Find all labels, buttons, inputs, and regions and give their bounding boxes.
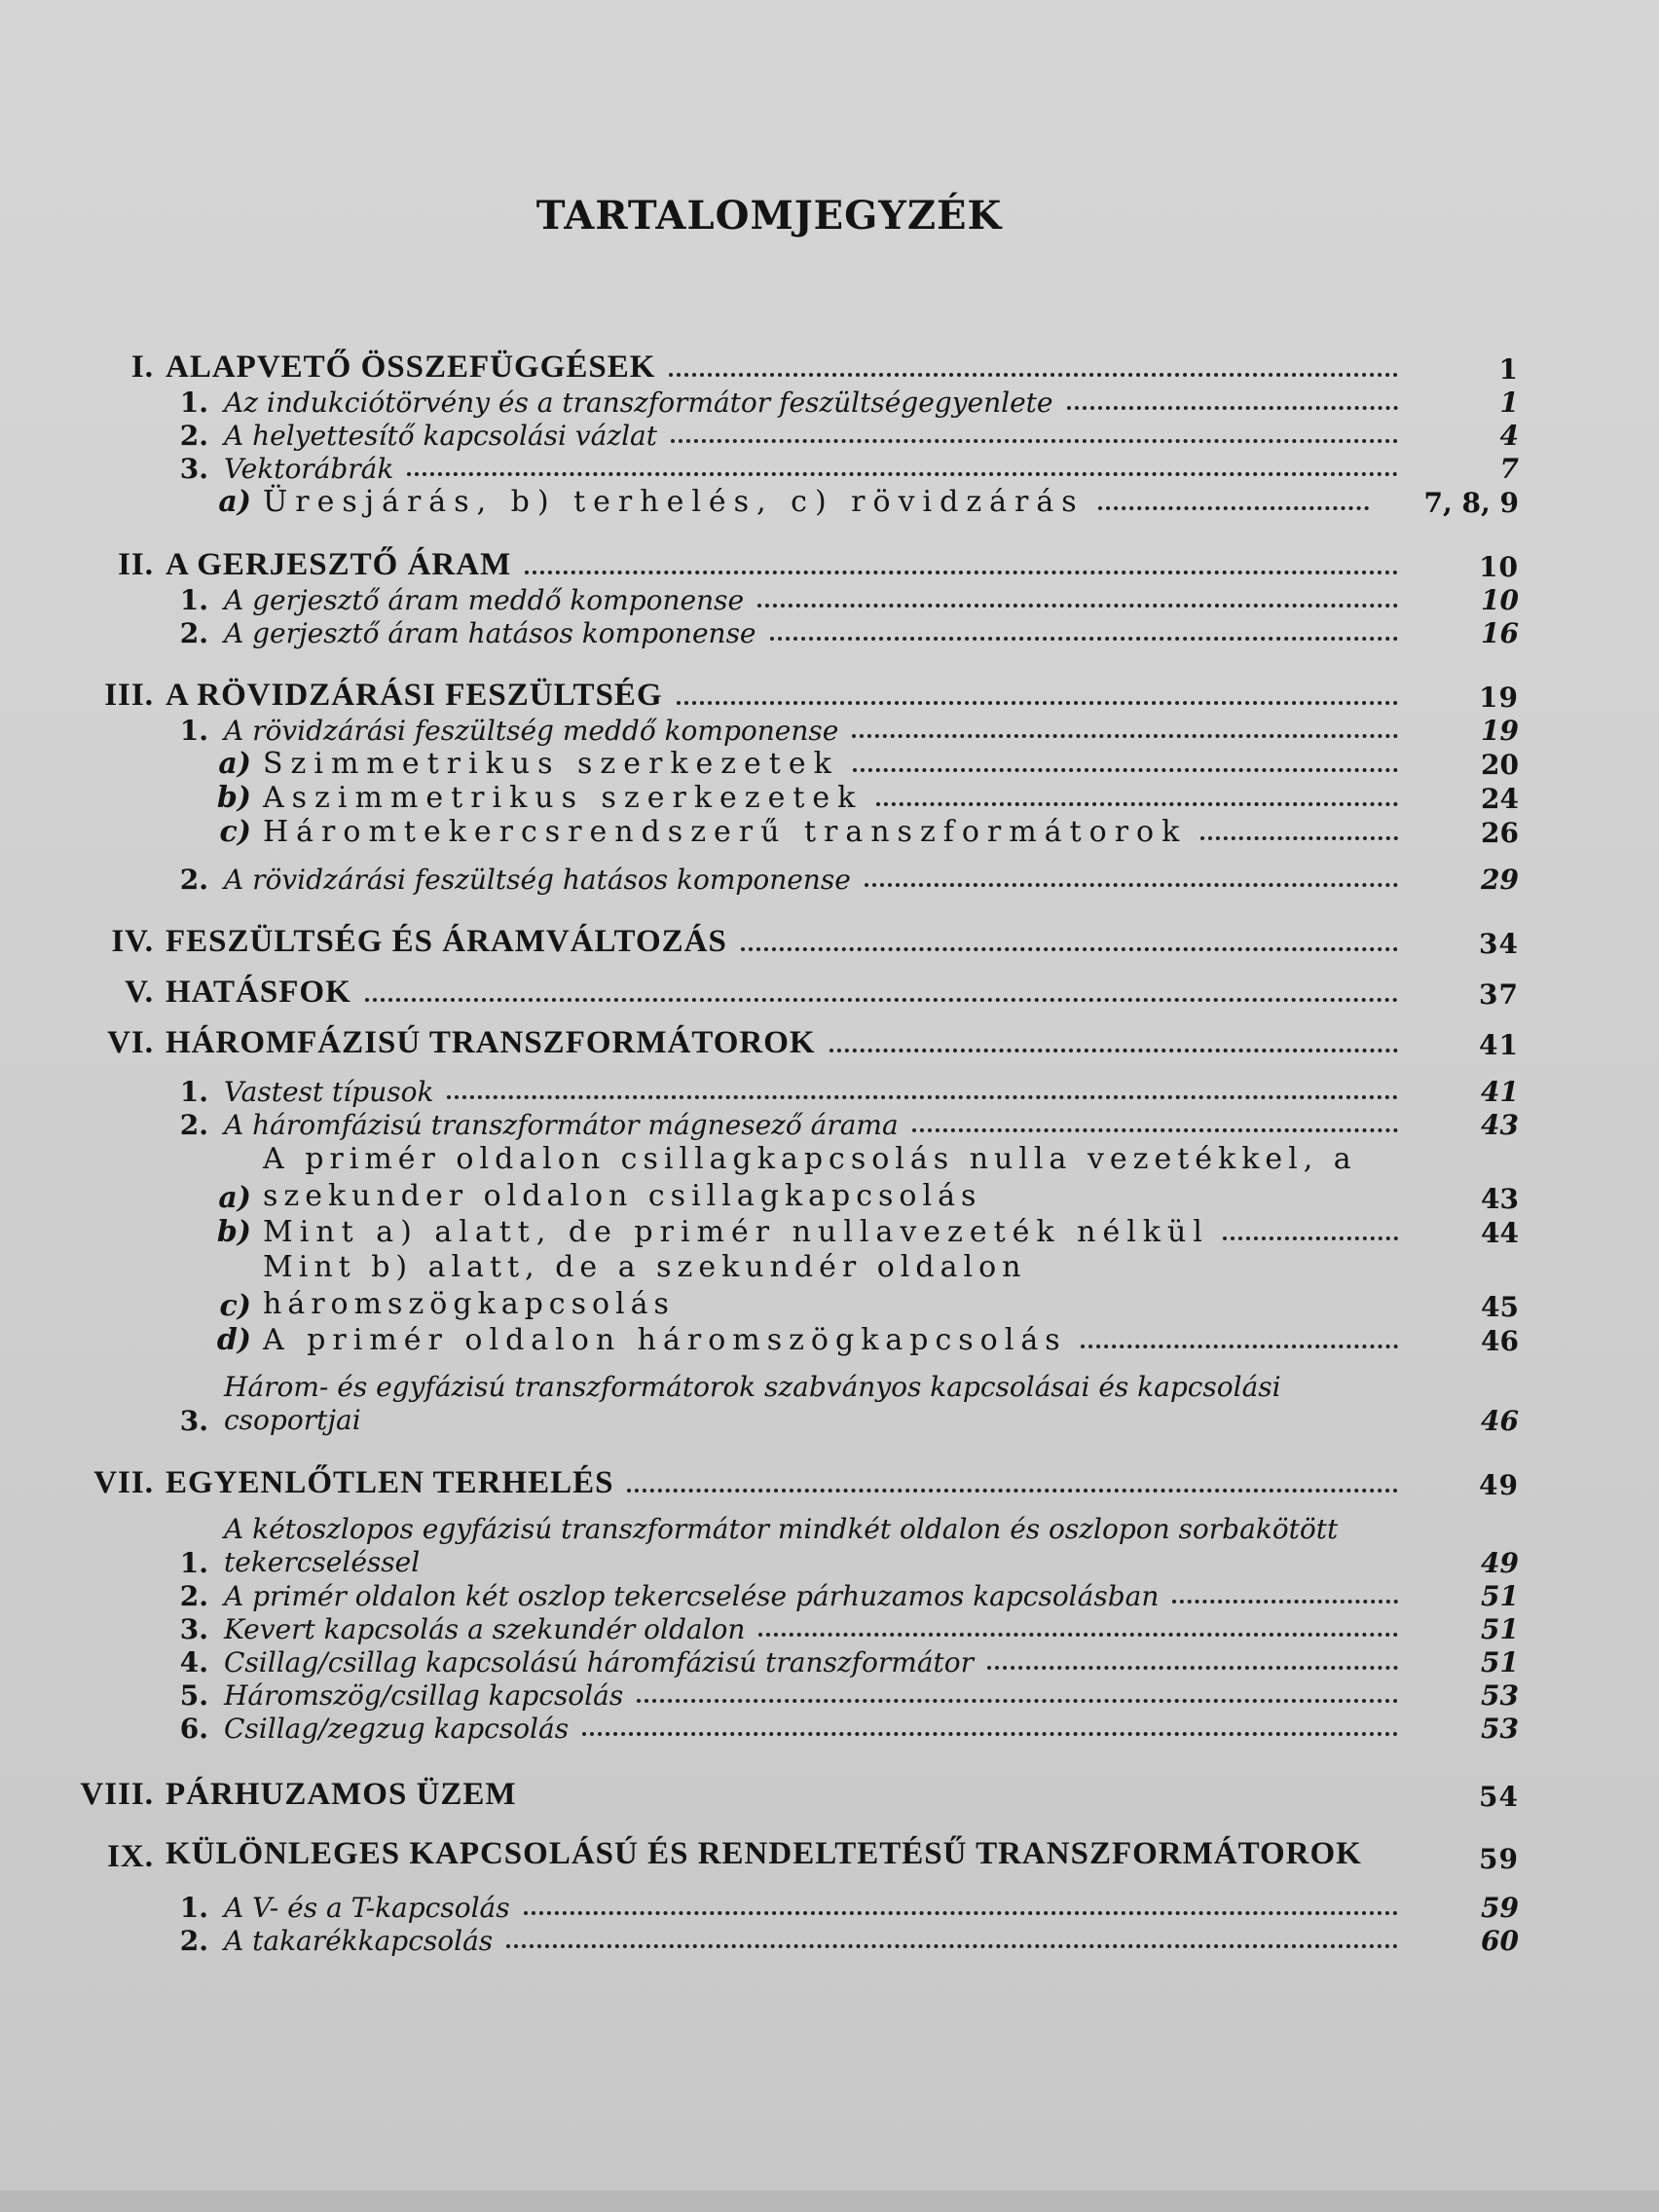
subsection-title: A primér oldalon háromszögkapcsolás xyxy=(263,1323,1067,1357)
dot-leader xyxy=(677,701,1398,705)
page-number: 7 xyxy=(1499,453,1519,485)
chapter-number: VIII. xyxy=(80,1777,154,1812)
toc-subsection xyxy=(58,1249,1519,1323)
section-title: A gerjesztő áram hatásos komponense xyxy=(224,617,756,649)
toc-subsection xyxy=(58,1141,1519,1215)
toc-section xyxy=(58,1371,1519,1437)
dot-leader xyxy=(525,571,1398,574)
page-number: 41 xyxy=(1479,1029,1519,1061)
section-number: 3. xyxy=(179,453,208,485)
subsection-title: Üresjárás, b) terhelés, c) rövidzárás xyxy=(263,485,1085,519)
toc-chapter-5 xyxy=(58,966,1519,1011)
section-title: Vektorábrák xyxy=(224,453,394,485)
page-number: 24 xyxy=(1481,783,1519,815)
page-number: 7, 8, 9 xyxy=(1423,487,1519,519)
toc-chapter-9 xyxy=(58,1832,1519,1875)
chapter-number: I. xyxy=(130,350,154,385)
dot-leader xyxy=(741,947,1398,951)
page-number: 59 xyxy=(1481,1892,1519,1924)
page-number: 34 xyxy=(1479,928,1519,960)
section-number: 3. xyxy=(179,1405,208,1437)
section-number: 2. xyxy=(179,1109,208,1141)
section-title: A V- és a T-kapcsolás xyxy=(224,1892,510,1924)
chapter-number: IX. xyxy=(107,1839,154,1874)
subsection-letter: a) xyxy=(218,485,251,519)
toc-section xyxy=(58,419,1519,452)
page-number: 1 xyxy=(1499,387,1519,419)
chapter-title: A RÖVIDZÁRÁSI FESZÜLTSÉG xyxy=(166,678,663,713)
subsection-letter: b) xyxy=(216,781,251,815)
toc-section xyxy=(58,583,1519,616)
dot-leader xyxy=(671,439,1398,443)
dot-leader xyxy=(365,998,1398,1002)
chapter-number: II. xyxy=(118,547,154,582)
toc-chapter-4 xyxy=(58,915,1519,960)
toc-section xyxy=(58,386,1519,419)
chapter-number: VI. xyxy=(107,1025,154,1060)
page-number: 43 xyxy=(1481,1183,1519,1215)
section-title: A gerjesztő áram meddő komponense xyxy=(224,584,745,616)
dot-leader xyxy=(865,883,1398,887)
chapter-title: ALAPVETŐ ÖSSZEFÜGGÉSEK xyxy=(166,350,656,385)
section-number: 2. xyxy=(179,617,208,649)
dot-leader xyxy=(770,637,1398,641)
section-number: 2. xyxy=(179,864,208,896)
chapter-title: EGYENLŐTLEN TERHELÉS xyxy=(166,1465,614,1500)
toc-section xyxy=(58,1108,1519,1141)
subsection-letter: a) xyxy=(218,1181,251,1215)
section-number: 6. xyxy=(179,1713,208,1745)
toc-section xyxy=(58,1891,1519,1924)
subsection-title: A primér oldalon csillagkapcsolás nulla vezetékkel, a szekunder oldalon csillagkapcsolás xyxy=(263,1142,1357,1213)
chapter-title: HÁROMFÁZISÚ TRANSZFORMÁTOROK xyxy=(166,1025,816,1060)
section-number: 1. xyxy=(179,715,208,747)
page-number: 29 xyxy=(1481,864,1519,896)
toc-section xyxy=(58,1579,1519,1612)
page-number: 49 xyxy=(1481,1547,1519,1579)
section-title: A takarékkapcsolás xyxy=(224,1925,494,1957)
section-title: Csillag/csillag kapcsolású háromfázisú transzformátor xyxy=(224,1646,974,1678)
toc-subsection xyxy=(58,1215,1519,1249)
page-number: 37 xyxy=(1479,978,1519,1011)
subsection-title: Mint a) alatt, de primér nullavezeték nélkül xyxy=(263,1215,1209,1249)
bottom-edge xyxy=(0,2191,1659,2212)
dot-leader xyxy=(876,802,1398,806)
page-number: 19 xyxy=(1481,715,1519,747)
subsection-title: Szimmetrikus szerkezetek xyxy=(263,747,839,781)
toc-subsection xyxy=(58,485,1519,519)
subsection-title: Mint b) alatt, de a szekundér oldalon háromszögkapcsolás xyxy=(263,1250,1027,1321)
section-title: A helyettesítő kapcsolási vázlat xyxy=(224,420,658,452)
toc-chapter-6 xyxy=(58,1016,1519,1061)
dot-leader xyxy=(830,1049,1398,1052)
dot-leader xyxy=(447,1095,1398,1099)
toc-section xyxy=(58,863,1519,896)
toc-section xyxy=(58,1645,1519,1678)
subsection-title: Háromtekercsrendszerű transzformátorok xyxy=(263,815,1188,849)
subsection-letter: c) xyxy=(219,1289,251,1323)
page-number: 26 xyxy=(1481,817,1519,849)
chapter-title: FESZÜLTSÉG ÉS ÁRAMVÁLTOZÁS xyxy=(166,924,727,959)
section-number: 1. xyxy=(179,1547,208,1579)
section-title: Csillag/zegzug kapcsolás xyxy=(224,1713,570,1745)
subsection-title: Aszimmetrikus szerkezetek xyxy=(263,781,864,815)
toc-subsection xyxy=(58,1323,1519,1357)
chapter-number: III. xyxy=(104,678,154,713)
section-title: Vastest típusok xyxy=(224,1076,434,1108)
section-number: 1. xyxy=(179,1076,208,1108)
dot-leader xyxy=(1067,406,1399,410)
toc-subsection xyxy=(58,781,1519,815)
toc-section xyxy=(58,1924,1519,1957)
dot-leader xyxy=(637,1699,1398,1703)
toc-chapter-1 xyxy=(58,341,1519,386)
section-title: A rövidzárási feszültség meddő komponense xyxy=(224,715,839,747)
toc-section xyxy=(58,616,1519,649)
dot-leader xyxy=(1081,1345,1398,1348)
toc-chapter-3 xyxy=(58,669,1519,714)
table-of-contents xyxy=(58,321,1519,1957)
chapter-title: HATÁSFOK xyxy=(166,975,351,1010)
chapter-title: PÁRHUZAMOS ÜZEM xyxy=(166,1777,517,1812)
dot-leader xyxy=(758,1633,1398,1637)
page-number: 53 xyxy=(1481,1679,1519,1712)
leader-space xyxy=(531,1800,1398,1804)
section-number: 3. xyxy=(179,1613,208,1645)
page-number: 51 xyxy=(1481,1646,1519,1678)
page-number: 54 xyxy=(1479,1781,1519,1813)
dot-leader xyxy=(669,373,1398,377)
dot-leader xyxy=(912,1128,1398,1132)
section-title: A kétoszlopos egyfázisú transzformátor mindkét oldalon és oszlopon sorbakötött tekercseléssel xyxy=(224,1513,1339,1578)
page-number: 53 xyxy=(1481,1713,1519,1745)
page-number: 10 xyxy=(1481,584,1519,616)
dot-leader xyxy=(524,1911,1398,1915)
section-title: A primér oldalon két oszlop tekercselése párhuzamos kapcsolásban xyxy=(224,1580,1160,1612)
toc-section xyxy=(58,1712,1519,1745)
toc-section xyxy=(58,1612,1519,1645)
page-title: TARTALOMJEGYZÉK xyxy=(535,193,1003,239)
toc-section xyxy=(58,452,1519,485)
section-title: Háromszög/csillag kapcsolás xyxy=(224,1679,624,1712)
dot-leader xyxy=(853,768,1398,772)
page-number: 49 xyxy=(1479,1469,1519,1501)
section-title: Az indukciótörvény és a transzformátor feszültségegyenlete xyxy=(224,387,1053,419)
dot-leader xyxy=(1223,1236,1398,1240)
dot-leader xyxy=(582,1732,1398,1736)
section-number: 4. xyxy=(179,1646,208,1678)
dot-leader xyxy=(506,1944,1398,1948)
subsection-letter: b) xyxy=(216,1215,251,1249)
toc-subsection xyxy=(58,815,1519,849)
page-number: 51 xyxy=(1481,1580,1519,1612)
page-number: 44 xyxy=(1481,1217,1519,1249)
page-number: 51 xyxy=(1481,1613,1519,1645)
toc-section xyxy=(58,714,1519,747)
dot-leader xyxy=(757,604,1398,608)
toc-section xyxy=(58,1678,1519,1712)
dot-leader xyxy=(1172,1600,1398,1604)
section-title: A rövidzárási feszültség hatásos komponense xyxy=(224,864,851,896)
subsection-letter: d) xyxy=(216,1323,251,1357)
dot-leader xyxy=(1200,836,1398,840)
section-number: 1. xyxy=(179,584,208,616)
chapter-number: VII. xyxy=(93,1465,154,1500)
dot-leader xyxy=(627,1489,1398,1493)
toc-subsection xyxy=(58,747,1519,781)
dot-leader xyxy=(987,1666,1398,1670)
dot-leader xyxy=(852,734,1398,738)
page-number: 19 xyxy=(1479,682,1519,714)
section-title: A háromfázisú transzformátor mágnesező árama xyxy=(224,1109,899,1141)
section-number: 5. xyxy=(179,1679,208,1712)
chapter-number: V. xyxy=(125,975,154,1010)
section-number: 2. xyxy=(179,1925,208,1957)
page-number: 59 xyxy=(1479,1843,1519,1875)
section-number: 1. xyxy=(179,1892,208,1924)
chapter-title: A GERJESZTŐ ÁRAM xyxy=(166,547,512,582)
page-number: 45 xyxy=(1481,1291,1519,1323)
toc-section xyxy=(58,1075,1519,1108)
page-number: 46 xyxy=(1481,1325,1519,1357)
page-number: 43 xyxy=(1481,1109,1519,1141)
page-number: 4 xyxy=(1499,420,1519,452)
toc-section xyxy=(58,1513,1519,1579)
subsection-letter: a) xyxy=(218,747,251,781)
page-number: 60 xyxy=(1481,1925,1519,1957)
page-number: 46 xyxy=(1481,1405,1519,1437)
dot-leader xyxy=(407,472,1398,476)
section-number: 1. xyxy=(179,387,208,419)
section-number: 2. xyxy=(179,1580,208,1612)
dot-leader xyxy=(1098,506,1369,510)
page-number: 20 xyxy=(1481,749,1519,781)
page-number: 41 xyxy=(1481,1076,1519,1108)
section-title: Kevert kapcsolás a szekundér oldalon xyxy=(224,1613,746,1645)
chapter-title: KÜLÖNLEGES KAPCSOLÁSÚ ÉS RENDELTETÉSŰ TRANSZFORMÁTOROK xyxy=(166,1836,1362,1871)
page-number: 16 xyxy=(1481,617,1519,649)
toc-chapter-7 xyxy=(58,1456,1519,1501)
chapter-number: IV. xyxy=(111,924,154,959)
subsection-letter: c) xyxy=(219,815,251,849)
toc-chapter-8 xyxy=(58,1768,1519,1813)
page-number: 10 xyxy=(1479,551,1519,583)
page-number: 1 xyxy=(1498,353,1519,386)
toc-chapter-2 xyxy=(58,538,1519,583)
section-number: 2. xyxy=(179,420,208,452)
section-title: Három- és egyfázisú transzformátorok szabványos kapcsolásai és kapcsolási csoportjai xyxy=(224,1371,1281,1436)
